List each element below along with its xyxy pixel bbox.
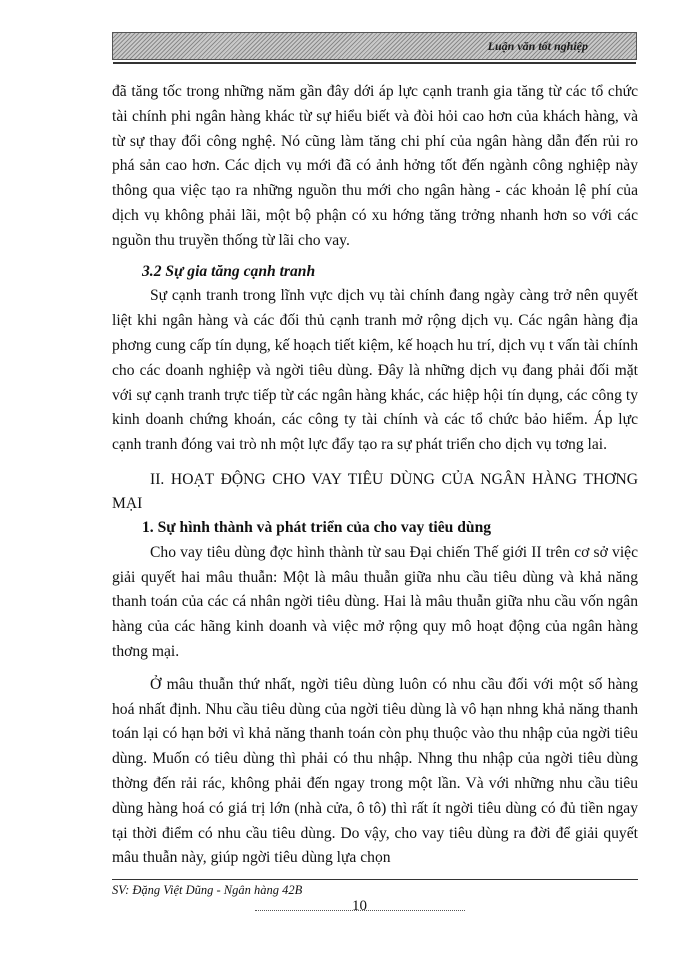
paragraph-continued: đã tăng tốc trong những năm gần đây dới áp lực cạnh tranh gia tăng từ các tổ chức tài chính phi ngân hàng khác từ sự hiểu biết và đòi hỏi cao hơn của khách hàng, và từ sự thay đổi công nghệ. Nó cũng làm tăng chi phí của ngân hàng dẫn đến rủi ro phá sản cao hơn. Các dịch vụ mới đã có ảnh hởng tốt đến ngành công nghiệp này thông qua việc tạo ra những nguồn thu mới cho ngân hàng - các khoản lệ phí của dịch vụ không phải lãi, một bộ phận có xu hớng tăng trởng nhanh hơn so với các nguồn thu truyền thống từ lãi cho vay.	[112, 83, 638, 249]
paragraph-first-contradiction: Ở mâu thuẫn thứ nhất, ngời tiêu dùng luôn có nhu cầu đối với một số hàng hoá nhất định. Nhu cầu tiêu dùng của ngời tiêu dùng là vô hạn nhng khả năng thanh toán lại có hạn bởi vì khả năng thanh toán còn phụ thuộc vào thu nhập của ngời tiêu dùng. Muốn có tiêu dùng thì phải có thu nhập. Nhng thu nhập của ngời tiêu dùng thờng đến rải rác, không phải đến ngay trong một lần. Và với những nhu cầu tiêu dùng hàng hoá có giá trị lớn (nhà cửa, ô tô) thì rất ít ngời tiêu dùng có đủ tiền ngay tại thời điểm có nhu cầu tiêu dùng. Do vậy, cho vay tiêu dùng ra đời để giải quyết mâu thuẫn này, giúp ngời tiêu dùng lựa chọn	[112, 675, 638, 867]
page-body	[112, 80, 638, 871]
paragraph-consumer-loan-origin: Cho vay tiêu dùng đợc hình thành từ sau Đại chiến Thế giới II trên cơ sở việc giải quyết hai mâu thuẫn: Một là mâu thuẫn giữa nhu cầu tiêu dùng và khả năng thanh toán của các cá nhân ngời tiêu dùng. Hai là mâu thuẫn giữa nhu cầu vốn ngân hàng của các hãng kinh doanh và việc mở rộng quy mô hoạt động của ngân hàng thơng mại.	[112, 543, 638, 660]
page-number: 10	[352, 898, 367, 914]
chapter-ii-title: II. HOẠT ĐỘNG CHO VAY TIÊU DÙNG CỦA NGÂN HÀNG THƠNG MẠI	[112, 470, 638, 512]
header-title: Luận văn tốt nghiệp	[487, 39, 588, 53]
footer-dotted-rule	[255, 910, 465, 911]
page-header-band	[112, 32, 637, 60]
subsection-1-title: 1. Sự hình thành và phát triển của cho vay tiêu dùng	[142, 518, 492, 536]
section-3-2-title: 3.2 Sự gia tăng cạnh tranh	[142, 262, 316, 280]
paragraph-competition: Sự cạnh tranh trong lĩnh vực dịch vụ tài chính đang ngày càng trở nên quyết liệt khi ngân hàng và các đối thủ cạnh tranh mở rộng dịch vụ. Các ngân hàng địa phơng cung cấp tín dụng, kế hoạch tiết kiệm, kế hoạch hu trí, dịch vụ t vấn tài chính cho các doanh nghiệp và ngời tiêu dùng. Đây là những dịch vụ đang phải đối mặt với sự cạnh tranh trực tiếp từ các ngân hàng khác, các hiệp hội tín dụng, các công ty kinh doanh chứng khoán, các công ty tài chính và các tổ chức bảo hiểm. Áp lực cạnh tranh đóng vai trò nh một lực đẩy tạo ra sự phát triển cho dịch vụ tơng lai.	[112, 287, 638, 454]
footer-divider	[112, 879, 638, 880]
footer-author: SV: Đặng Việt Dũng - Ngân hàng 42B	[112, 883, 303, 897]
